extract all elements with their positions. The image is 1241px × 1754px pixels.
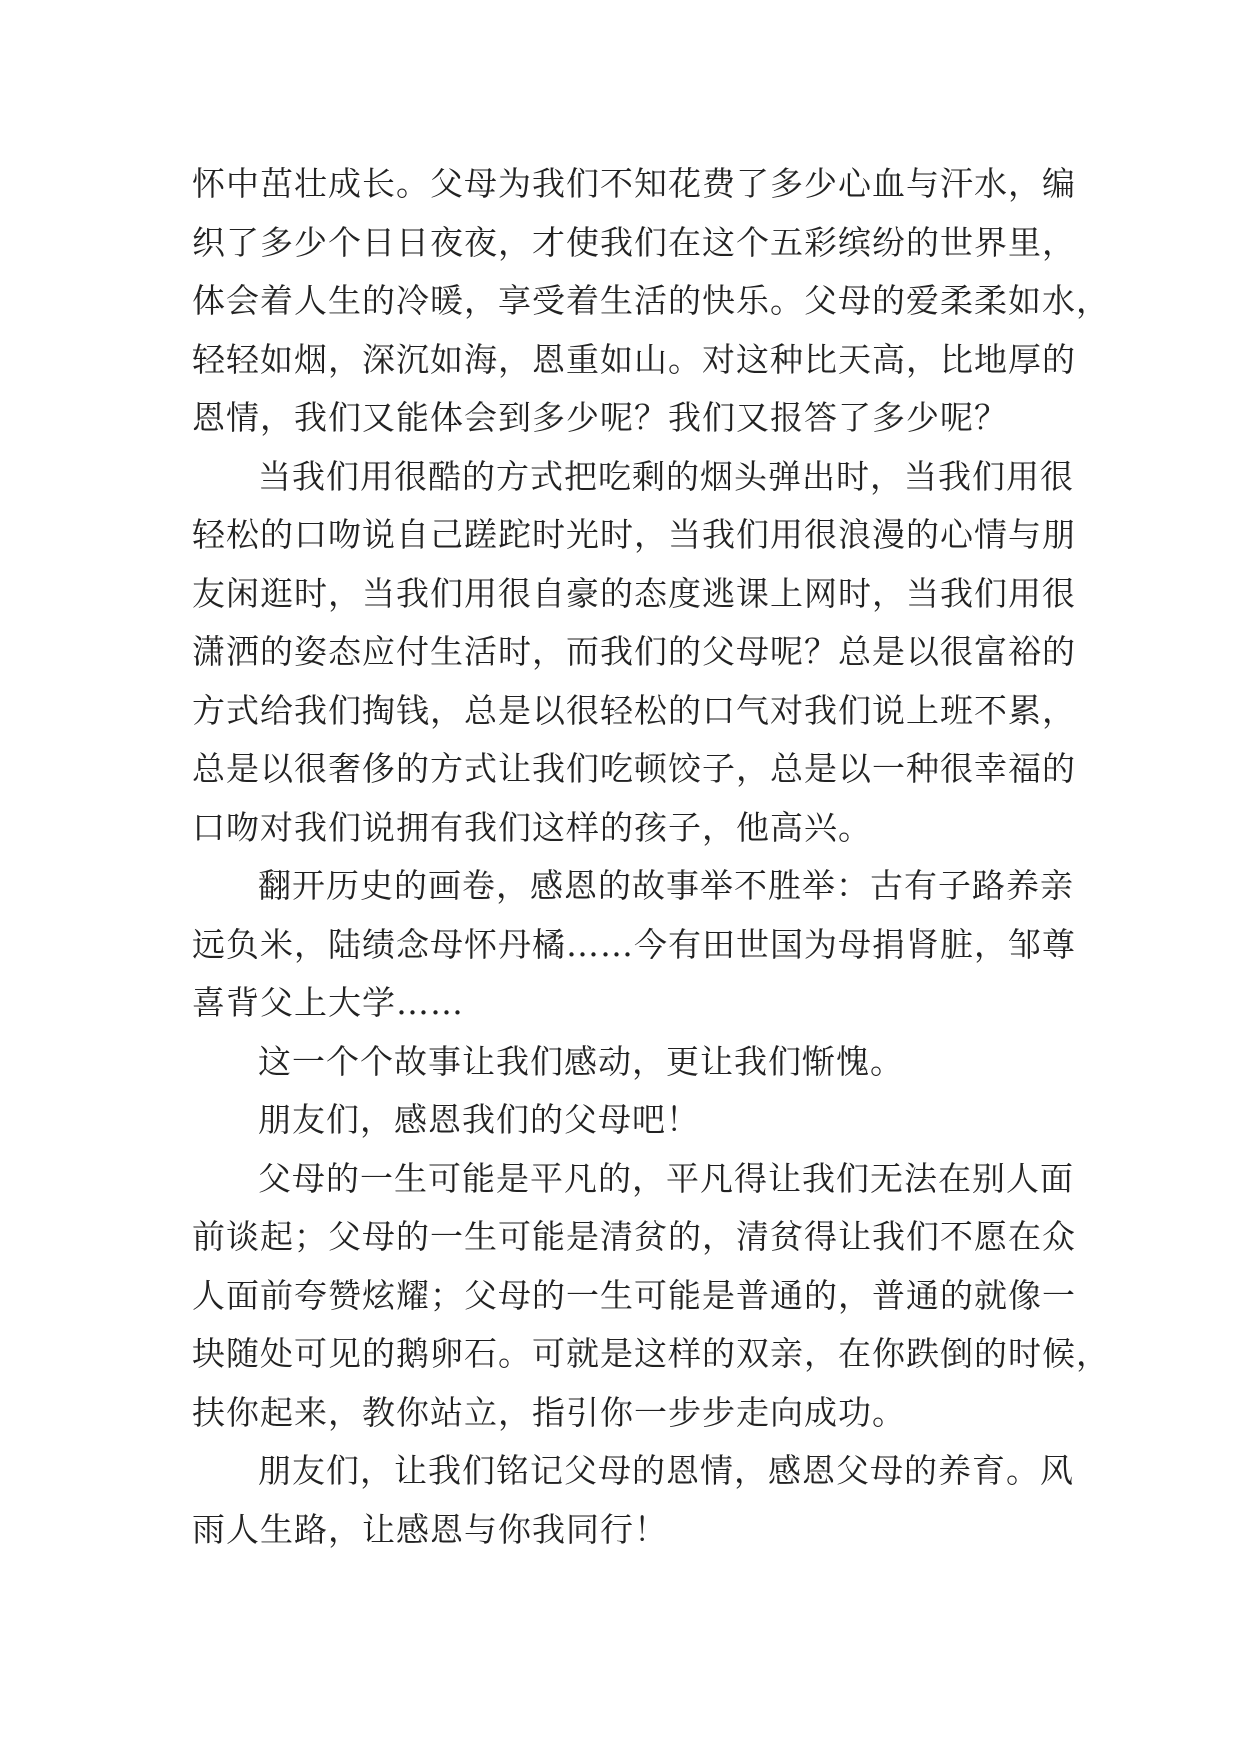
paragraph-start-line: 这一个个故事让我们感动，更让我们惭愧。 bbox=[258, 1041, 904, 1081]
text-line: 雨人生路，让感恩与你我同行！ bbox=[192, 1509, 668, 1549]
text-line: 口吻对我们说拥有我们这样的孩子，他高兴。 bbox=[192, 807, 872, 847]
paragraph-start-line: 朋友们，让我们铭记父母的恩情，感恩父母的养育。风 bbox=[258, 1451, 1074, 1490]
paragraph-start-line: 翻开历史的画卷，感恩的故事举不胜举：古有子路养亲 bbox=[258, 866, 1074, 905]
text-line: 友闲逛时，当我们用很自豪的态度逃课上网时，当我们用很 bbox=[192, 573, 1076, 613]
text-line: 怀中茁壮成长。父母为我们不知花费了多少心血与汗水，编 bbox=[192, 164, 1076, 203]
text-line: 恩情，我们又能体会到多少呢？我们又报答了多少呢？ bbox=[192, 398, 1008, 437]
text-line: 扶你起来，教你站立，指引你一步步走向成功。 bbox=[192, 1392, 906, 1432]
text-line: 人面前夸赞炫耀；父母的一生可能是普通的，普通的就像一 bbox=[192, 1275, 1076, 1315]
text-line: 块随处可见的鹅卵石。可就是这样的双亲，在你跌倒的时候， bbox=[192, 1334, 1110, 1373]
text-line: 轻轻如烟，深沉如海，恩重如山。对这种比天高，比地厚的 bbox=[192, 339, 1076, 379]
paragraph-start-line: 父母的一生可能是平凡的，平凡得让我们无法在别人面 bbox=[258, 1158, 1074, 1198]
text-line: 轻松的口吻说自己蹉跎时光时，当我们用很浪漫的心情与朋 bbox=[192, 515, 1076, 554]
text-line: 织了多少个日日夜夜，才使我们在这个五彩缤纷的世界里， bbox=[192, 222, 1076, 262]
text-line: 潇洒的姿态应付生活时，而我们的父母呢？总是以很富裕的 bbox=[192, 632, 1076, 671]
body-text bbox=[192, 155, 1110, 1559]
text-line: 喜背父上大学…… bbox=[192, 983, 464, 1022]
text-line: 体会着人生的冷暖，享受着生活的快乐。父母的爱柔柔如水， bbox=[192, 281, 1110, 320]
paragraph-start-line: 朋友们，感恩我们的父母吧！ bbox=[258, 1100, 700, 1139]
text-line: 前谈起；父母的一生可能是清贫的，清贫得让我们不愿在众 bbox=[192, 1217, 1076, 1256]
text-line: 方式给我们掏钱，总是以很轻松的口气对我们说上班不累， bbox=[192, 690, 1076, 730]
text-line: 远负米，陆绩念母怀丹橘……今有田世国为母捐肾脏，邹尊 bbox=[192, 924, 1076, 964]
text-line: 总是以很奢侈的方式让我们吃顿饺子，总是以一种很幸福的 bbox=[192, 749, 1076, 788]
paragraph-start-line: 当我们用很酷的方式把吃剩的烟头弹出时，当我们用很 bbox=[258, 456, 1074, 496]
